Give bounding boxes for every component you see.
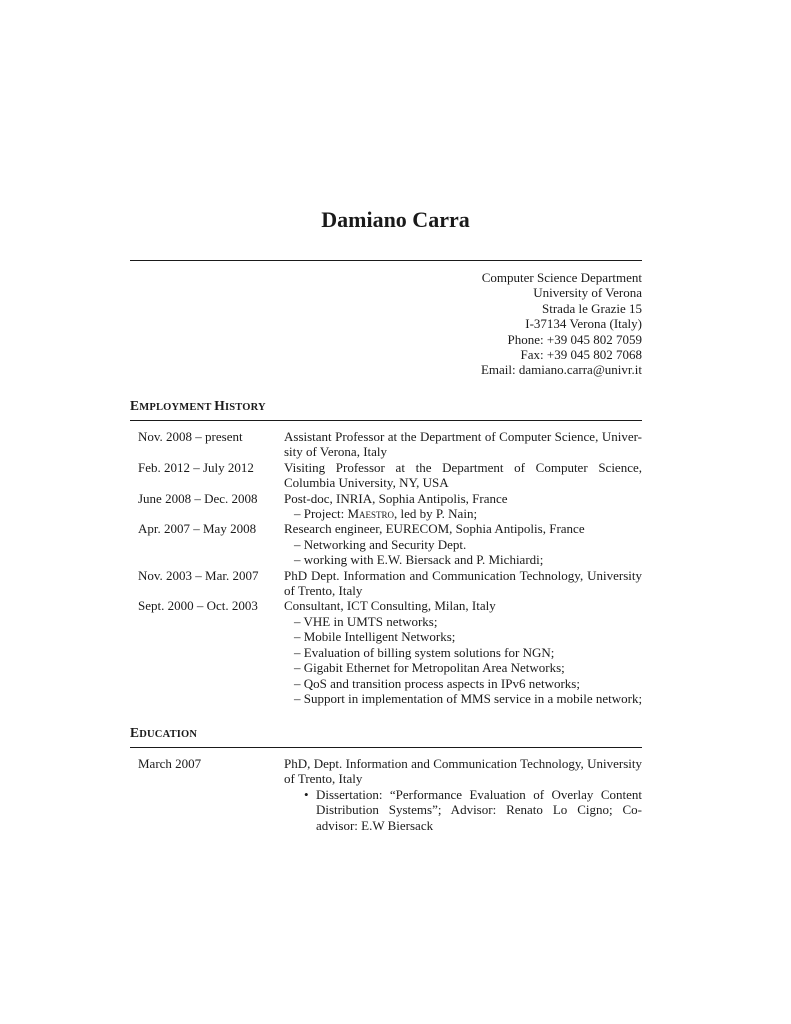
entry-description bbox=[284, 460, 642, 491]
entry-description bbox=[284, 429, 642, 460]
education-divider bbox=[130, 747, 642, 748]
entry-item: – Support in implementation of MMS service in a mobile network; bbox=[294, 690, 643, 706]
entry-item: – QoS and transition process aspects in IPv6 networks; bbox=[294, 675, 580, 691]
dissertation-text: Dissertation: “Performance Evaluation of Overlay Content Distribution Systems”; Advisor: Renato Lo Cigno; Co- advisor: E.W Biersack bbox=[316, 786, 642, 833]
entry-description bbox=[284, 521, 642, 567]
entry-item: – Networking and Security Dept. bbox=[294, 536, 467, 552]
entry-text: Research engineer, EURECOM, Sophia Antipolis, France bbox=[284, 521, 585, 537]
entry-item: – Evaluation of billing system solutions for NGN; bbox=[294, 644, 555, 660]
entry-date: March 2007 bbox=[138, 756, 202, 771]
entry-text: Consultant, ICT Consulting, Milan, Italy bbox=[284, 598, 496, 614]
employment-list bbox=[138, 429, 642, 706]
entry-text: Post-doc, INRIA, Sophia Antipolis, France bbox=[284, 490, 508, 506]
entry-date: Nov. 2008 – present bbox=[138, 429, 243, 444]
entry-description bbox=[284, 756, 642, 833]
section-title-employment: EMPLOYMENT HISTORY bbox=[130, 398, 266, 413]
address-fax: Fax: +39 045 802 7068 bbox=[520, 347, 642, 363]
entry-date: Sept. 2000 – Oct. 2003 bbox=[138, 598, 258, 614]
entry-item: – VHE in UMTS networks; bbox=[294, 613, 438, 629]
contact-address bbox=[481, 270, 642, 378]
education-list bbox=[138, 756, 642, 833]
entry-item: – working with E.W. Biersack and P. Michiardi; bbox=[294, 552, 544, 568]
employment-entry bbox=[138, 491, 642, 522]
entry-item: – Gigabit Ethernet for Metropolitan Area Networks; bbox=[294, 660, 565, 676]
title-divider bbox=[130, 260, 642, 261]
education-entry bbox=[138, 756, 642, 833]
entry-description bbox=[284, 568, 642, 599]
address-street: Strada le Grazie 15 bbox=[542, 300, 642, 316]
employment-entry bbox=[138, 521, 642, 567]
employment-entry bbox=[138, 598, 642, 706]
employment-entry bbox=[138, 460, 642, 491]
address-university: University of Verona bbox=[533, 285, 642, 301]
employment-entry bbox=[138, 568, 642, 599]
entry-item: – Mobile Intelligent Networks; bbox=[294, 629, 456, 645]
entry-text: Assistant Professor at the Department of Computer Science, Univer- sity of Verona, Italy bbox=[284, 429, 642, 460]
address-phone: Phone: +39 045 802 7059 bbox=[507, 331, 642, 347]
address-department: Computer Science Department bbox=[481, 270, 642, 285]
section-title-education: EDUCATION bbox=[130, 725, 198, 740]
entry-date: Feb. 2012 – July 2012 bbox=[138, 459, 254, 475]
entry-date: June 2008 – Dec. 2008 bbox=[138, 490, 258, 506]
entry-text: PhD, Dept. Information and Communication Technology, University of Trento, Italy bbox=[284, 756, 642, 787]
entry-text: Visiting Professor at the Department of Computer Science, Columbia University, NY, USA bbox=[284, 459, 642, 491]
entry-item: – Project: Maestro, led by P. Nain; bbox=[294, 506, 478, 522]
entry-description bbox=[284, 491, 642, 522]
dissertation-item bbox=[304, 787, 642, 833]
employment-divider bbox=[130, 420, 642, 421]
entry-date: Apr. 2007 – May 2008 bbox=[138, 521, 257, 537]
bullet-icon: • bbox=[304, 786, 309, 802]
employment-entry bbox=[138, 429, 642, 460]
address-city: I-37134 Verona (Italy) bbox=[525, 316, 642, 332]
page-title: Damiano Carra bbox=[321, 207, 470, 232]
entry-text: PhD Dept. Information and Communication Technology, University of Trento, Italy bbox=[284, 567, 642, 599]
entry-description bbox=[284, 598, 642, 706]
address-email: Email: damiano.carra@univr.it bbox=[480, 362, 642, 378]
entry-date: Nov. 2003 – Mar. 2007 bbox=[138, 567, 259, 583]
